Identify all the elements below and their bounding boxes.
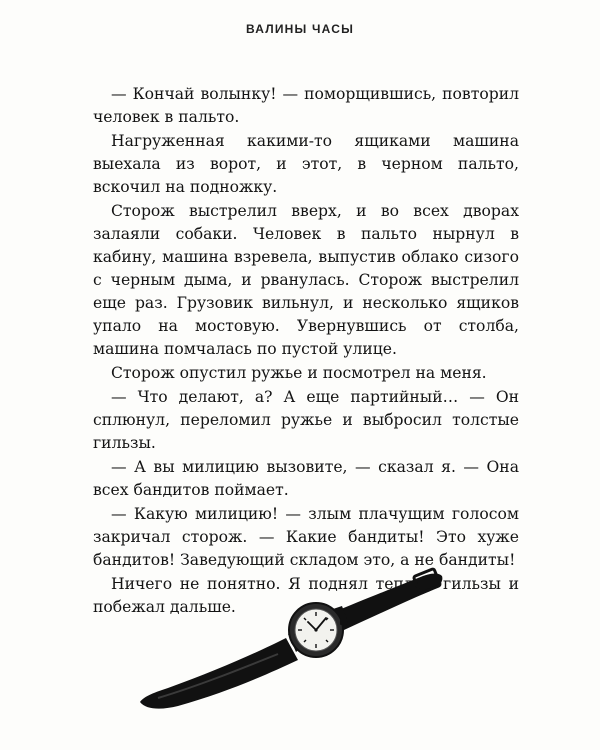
paragraph: — Что делают, а? А еще партийный… — Он сплюнул, переломил ружье и выбросил толстые гильзы. <box>93 388 519 452</box>
wristwatch-icon <box>138 560 468 720</box>
paragraph: Сторож опустил ружье и посмотрел на меня. <box>111 364 487 382</box>
paragraph: Нагруженная какими-то ящиками машина выехала из ворот, и этот, в черном пальто, вскочил на подножку. <box>93 132 519 196</box>
running-head: ВАЛИНЫ ЧАСЫ <box>245 22 355 36</box>
paragraph: — Кончай волынку! — поморщившись, повторил человек в пальто. <box>93 85 519 126</box>
watch-strap-upper <box>334 574 442 630</box>
watch-strap-lower <box>140 638 298 709</box>
watch-crown <box>340 618 347 625</box>
paragraph: — А вы милицию вызовите, — сказал я. — Она всех бандитов поймает. <box>93 458 519 499</box>
paragraph: — Какую милицию! — злым плачущим голосом закричал сторож. — Какие бандиты! Это хуже бандитов! Заведующий складом это, а не бандиты! <box>93 505 519 569</box>
watch-center-pin <box>314 628 317 631</box>
story-text <box>93 83 519 620</box>
paragraph: Сторож выстрелил вверх, и во всех дворах залаяли собаки. Человек в пальто нырнул в кабину, машина взревела, выпустив облако сизого с черным дыма, и рванулась. Сторож выстрелил еще раз. Грузовик вильнул, и несколько ящиков упало на мостовую. Увернувшись от столба, машина помчалась по пустой улице. <box>93 202 519 358</box>
paragraph: Ничего не понятно. Я поднял теплые гильзы и побежал дальше. <box>93 575 519 616</box>
